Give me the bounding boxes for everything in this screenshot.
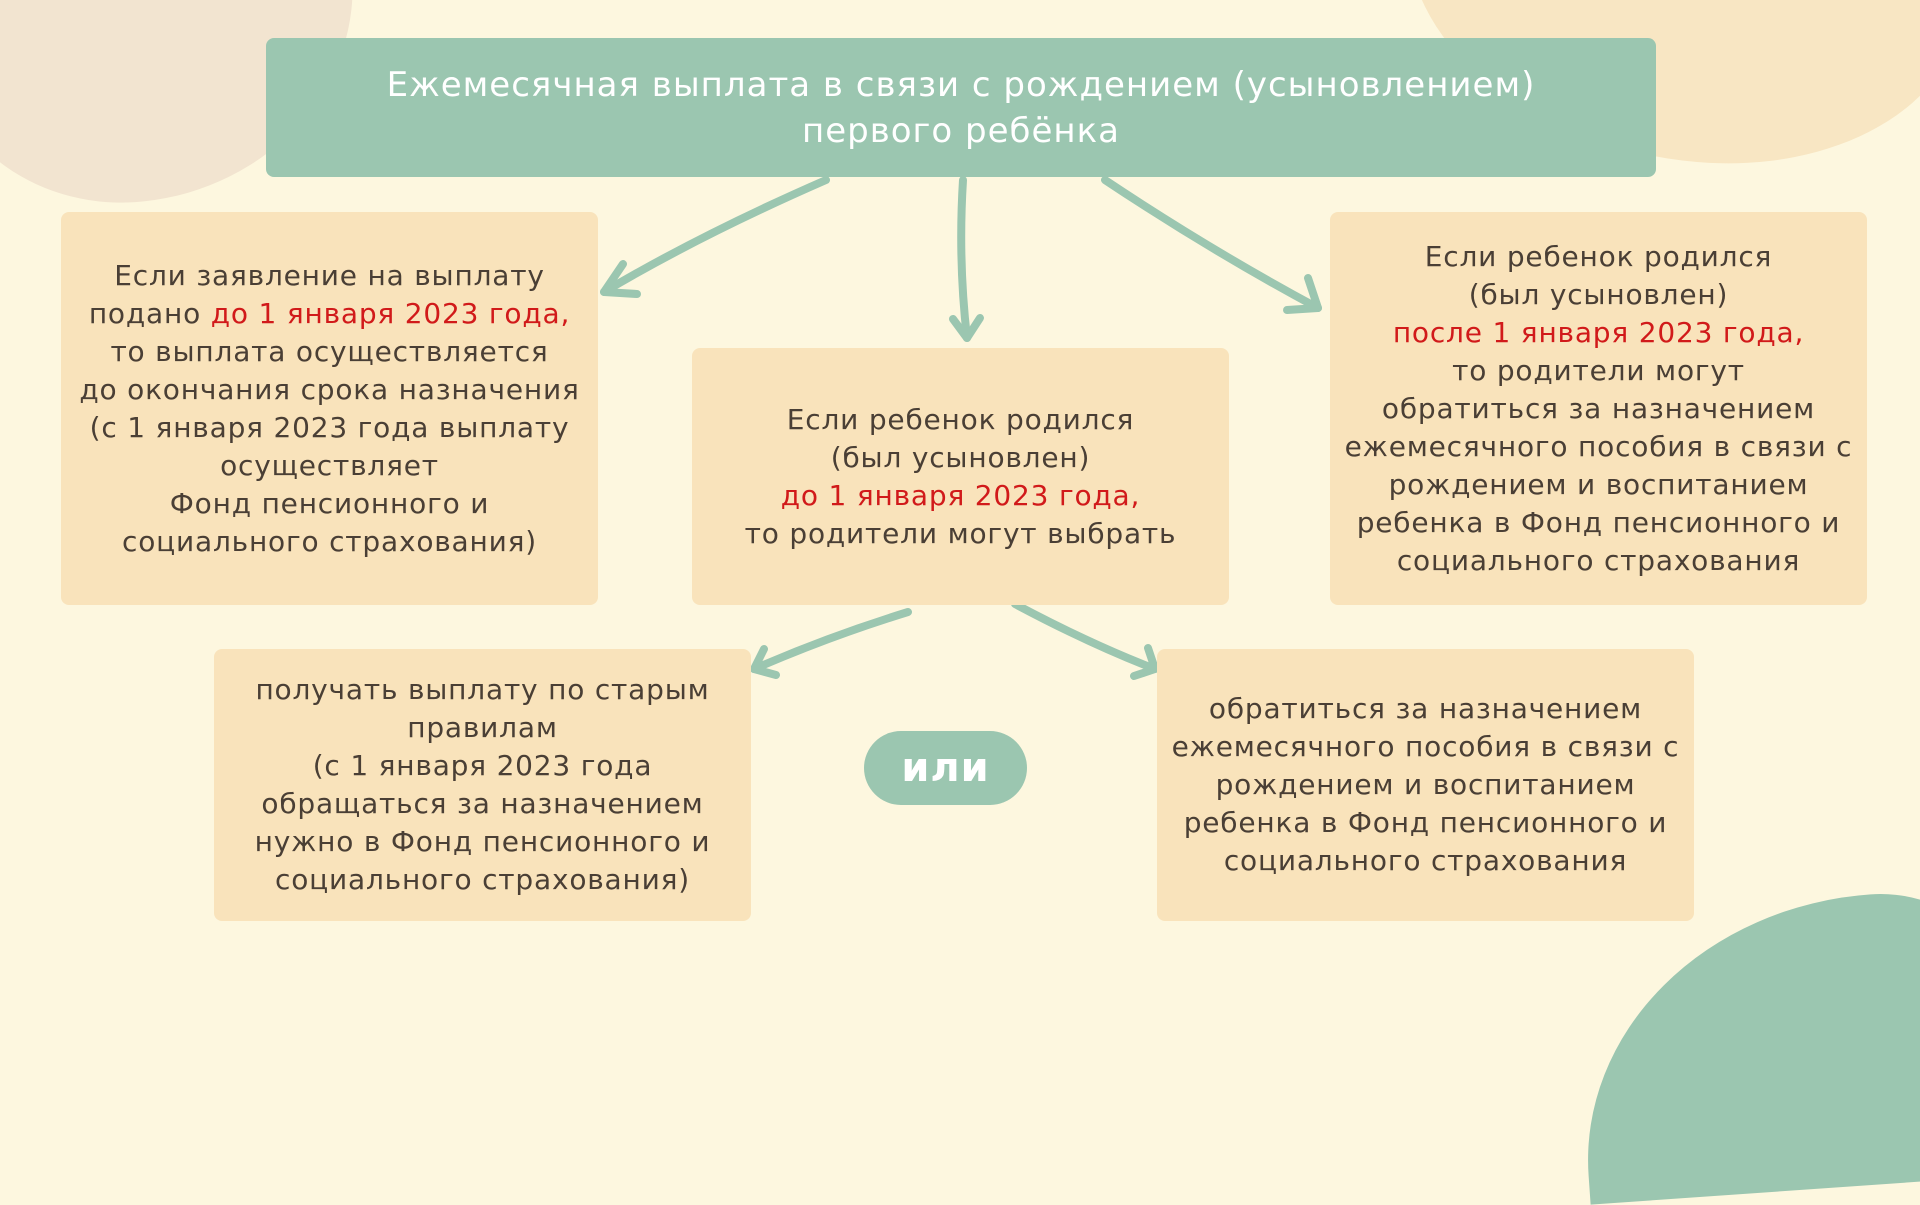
- title-line-1: Ежемесячная выплата в связи с рождением (усыновлением): [386, 64, 1536, 105]
- new-allowance-option-box: [1157, 649, 1694, 921]
- left-line-5: (с 1 января 2023 года выплату: [89, 410, 570, 444]
- br-line-2: ежемесячного пособия в связи с: [1171, 730, 1680, 763]
- arrow-to-bottom-right-box: [1015, 604, 1155, 669]
- arrow-to-right-box: [1105, 180, 1318, 308]
- bl-line-6: социального страхования): [275, 863, 690, 896]
- mid-date-highlight: до 1 января 2023 года,: [780, 478, 1141, 512]
- left-line-2-prefix: подано: [88, 296, 211, 330]
- right-line-9: социального страхования: [1396, 543, 1801, 577]
- born-after-2023-box: [1330, 212, 1867, 605]
- left-line-4: до окончания срока назначения: [79, 372, 580, 406]
- right-line-8: ребенка в Фонд пенсионного и: [1356, 505, 1841, 539]
- bl-line-3: (с 1 января 2023 года: [312, 749, 653, 782]
- br-line-1: обратиться за назначением: [1208, 692, 1643, 725]
- old-rules-option-box: [214, 649, 751, 921]
- left-line-7: Фонд пенсионного и: [169, 486, 490, 520]
- or-badge: или: [864, 731, 1027, 805]
- right-line-5: обратиться за назначением: [1381, 391, 1816, 425]
- arrow-to-middle-box: [961, 180, 967, 338]
- left-line-3: то выплата осуществляется: [110, 334, 549, 368]
- left-line-2: [69, 295, 590, 333]
- bl-line-1: получать выплату по старым: [255, 673, 710, 706]
- right-line-6: ежемесячного пособия в связи с: [1344, 429, 1853, 463]
- diagram-title: [266, 38, 1656, 177]
- arrow-to-left-box: [604, 180, 826, 292]
- before-2023-application-box: [61, 212, 598, 605]
- left-date-highlight: до 1 января 2023 года,: [210, 296, 571, 330]
- left-line-1: Если заявление на выплату: [114, 258, 545, 292]
- arrow-to-bottom-left-box: [754, 612, 908, 669]
- left-line-8: социального страхования): [122, 524, 537, 558]
- right-line-1: Если ребенок родился: [1424, 239, 1773, 273]
- bl-line-5: нужно в Фонд пенсионного и: [254, 825, 711, 858]
- bl-line-4: обращаться за назначением: [261, 787, 704, 820]
- mid-line-2: (был усыновлен): [830, 440, 1091, 474]
- title-line-2: первого ребёнка: [801, 110, 1121, 151]
- bl-line-2: правилам: [407, 711, 558, 744]
- right-line-2: (был усыновлен): [1468, 277, 1729, 311]
- born-before-2023-box: [692, 348, 1229, 605]
- br-line-3: рождением и воспитанием: [1215, 768, 1636, 801]
- right-line-4: то родители могут: [1452, 353, 1745, 387]
- br-line-4: ребенка в Фонд пенсионного и: [1183, 806, 1668, 839]
- mid-line-1: Если ребенок родился: [786, 402, 1135, 436]
- right-date-highlight: после 1 января 2023 года,: [1392, 315, 1805, 349]
- right-line-7: рождением и воспитанием: [1388, 467, 1809, 501]
- br-line-5: социального страхования: [1223, 844, 1628, 877]
- left-line-6: осуществляет: [220, 448, 439, 482]
- mid-line-4: то родители могут выбрать: [744, 516, 1177, 550]
